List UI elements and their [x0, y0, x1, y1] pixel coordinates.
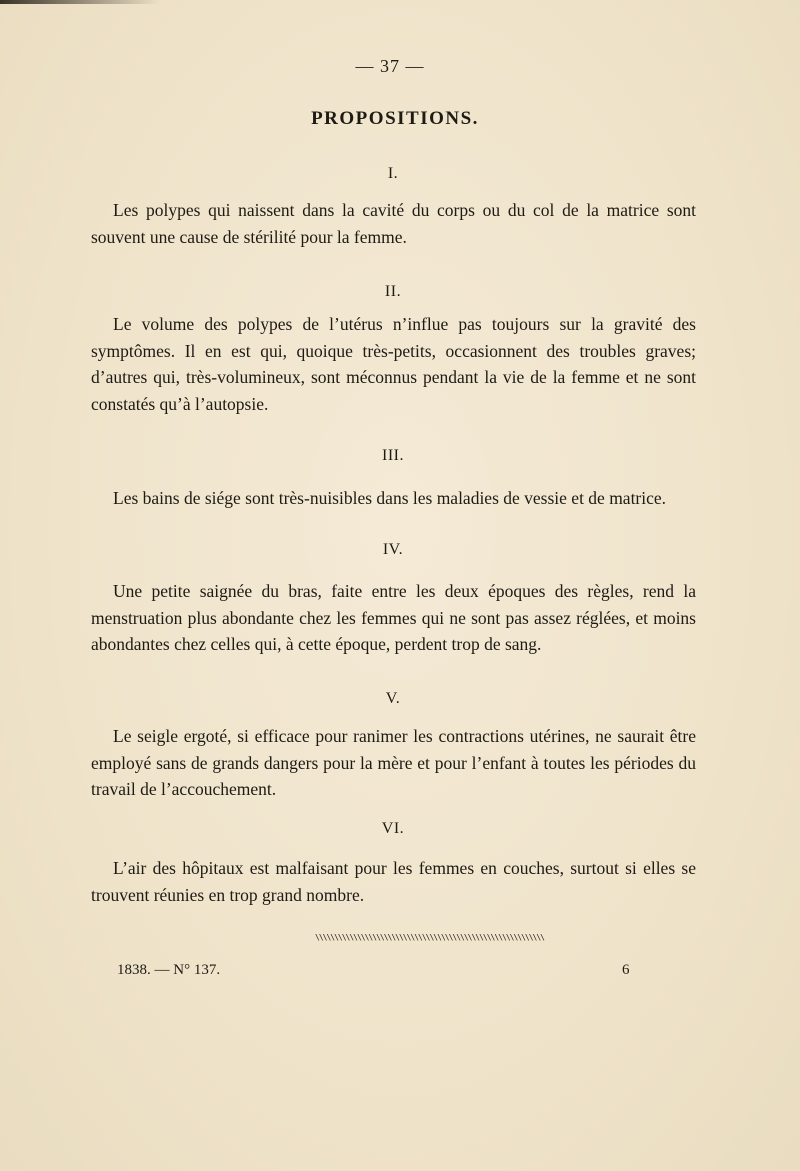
proposition-text-6: L’air des hôpitaux est malfaisant pour les femmes en couches, surtout si elles se trouvent réunies en trop grand nombre. — [91, 858, 696, 905]
decorative-rule: \\\\\\\\\\\\\\\\\\\\\\\\\\\\\\\\\\\\\\\\\\\\\\\\\\\\\\\\\\\\ — [315, 933, 544, 942]
proposition-text-2: Le volume des polypes de l’utérus n’influe pas toujours sur la gravité des symptômes. Il en est qui, quoique très-petits, occasionnent des troubles graves; d’autres qui, très-volumineux, sont méconnus pendant la vie de la femme et ne sont constatés qu’à l’autopsie. — [91, 314, 696, 414]
section-title: PROPOSITIONS. — [311, 108, 479, 129]
page-number: — 37 — — [355, 56, 425, 76]
proposition-text-5: Le seigle ergoté, si efficace pour ranimer les contractions utérines, ne saurait être employé sans de grands dangers pour la mère et pour l’enfant à toutes les périodes du travail de l’accouchement. — [91, 726, 696, 799]
printer-signature: 1838. — N° 137. — [117, 962, 221, 978]
proposition-numeral-4: IV. — [382, 541, 404, 558]
proposition-text-1: Les polypes qui naissent dans la cavité du corps ou du col de la matrice sont souvent une cause de stérilité pour la femme. — [91, 200, 696, 247]
proposition-numeral-3: III. — [382, 447, 404, 464]
proposition-numeral-6: VI. — [381, 820, 405, 837]
proposition-text-4: Une petite saignée du bras, faite entre les deux époques des règles, rend la menstruation plus abondante chez les femmes qui ne sont pas assez réglées, et moins abondantes chez celles qui, à cette époque, perdent trop de sang. — [91, 581, 696, 654]
proposition-text-3: Les bains de siége sont très-nuisibles dans les maladies de vessie et de matrice. — [113, 488, 667, 508]
proposition-numeral-5: V. — [385, 690, 401, 707]
proposition-numeral-1: I. — [387, 165, 399, 182]
sheet-number: 6 — [622, 962, 630, 978]
proposition-numeral-2: II. — [384, 283, 402, 300]
page-edge-shadow — [0, 0, 160, 4]
